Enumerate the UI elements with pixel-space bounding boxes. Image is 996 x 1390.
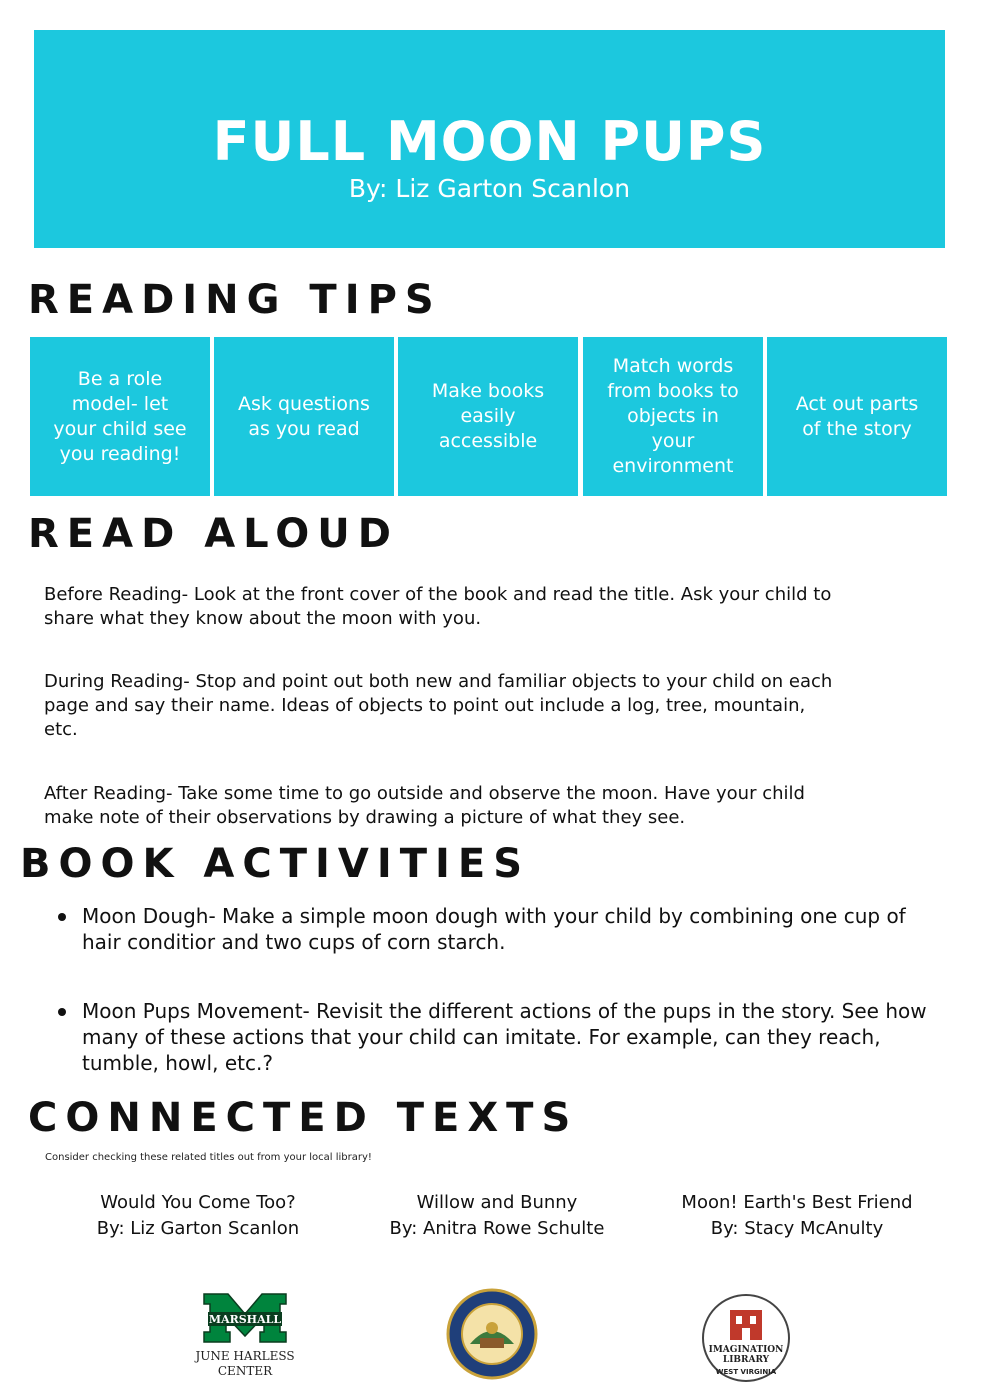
- during-reading-text: During Reading- Stop and point out both new and familiar objects to your child on each page and say their name. Ideas of objects to point out include a log, tree, mountain, etc.: [44, 671, 833, 740]
- connected-book: [347, 1190, 647, 1242]
- activity-text: Moon Dough- Make a simple moon dough with your child by combining one cup of hair conditior and two cups of corn starch.: [82, 904, 906, 954]
- book-author: By: Liz Garton Scanlon: [348, 174, 631, 203]
- tip-card: [583, 337, 763, 496]
- book-author: By: Anitra Rowe Schulte: [389, 1218, 605, 1239]
- tip-card: [767, 337, 947, 496]
- connected-book: [48, 1190, 348, 1242]
- book-title: Willow and Bunny: [416, 1192, 578, 1213]
- book-author: By: Liz Garton Scanlon: [96, 1218, 300, 1239]
- svg-text:MARSHALL: MARSHALL: [208, 1313, 282, 1326]
- tip-text: Ask questions as you read: [238, 392, 370, 440]
- reading-tips-heading: READING TIPS: [28, 277, 442, 323]
- connected-book: [647, 1190, 947, 1242]
- tip-text: Match words from books to objects in your environment: [607, 355, 739, 477]
- before-reading-text: Before Reading- Look at the front cover of the book and read the title. Ask your child to share what they know about the moon with you.: [44, 584, 832, 629]
- book-title: FULL MOON PUPS: [212, 110, 767, 173]
- reading-tips-row: [30, 337, 948, 496]
- connected-texts-heading: CONNECTED TEXTS: [28, 1095, 579, 1141]
- svg-text:JUNE HARLESS: JUNE HARLESS: [195, 1349, 295, 1363]
- tip-text: Be a role model- let your child see you reading!: [53, 367, 187, 465]
- wv-department-of-education-seal: [446, 1288, 538, 1380]
- imagination-library-logo: [700, 1292, 792, 1384]
- marshall-m-logo: [190, 1290, 300, 1380]
- svg-text:WEST VIRGINIA: WEST VIRGINIA: [715, 1368, 777, 1376]
- tip-card: [398, 337, 578, 496]
- svg-text:LIBRARY: LIBRARY: [722, 1355, 770, 1365]
- tip-text: Act out parts of the story: [795, 392, 919, 440]
- svg-text:IMAGINATION: IMAGINATION: [708, 1345, 784, 1355]
- list-item: [58, 903, 932, 955]
- activity-text: Moon Pups Movement- Revisit the different actions of the pups in the story. See how many of these actions that your child can imitate. For example, can they reach, tumble, howl, etc.?: [82, 999, 927, 1075]
- book-title: Moon! Earth's Best Friend: [681, 1192, 913, 1213]
- tip-text: Make books easily accessible: [431, 380, 545, 452]
- tip-card: [214, 337, 394, 496]
- bullet-icon: [58, 913, 66, 921]
- list-item: [58, 998, 932, 1076]
- bullet-icon: [58, 1008, 66, 1016]
- book-title: Would You Come Too?: [100, 1192, 296, 1213]
- svg-text:CENTER: CENTER: [217, 1364, 273, 1378]
- title-banner: [34, 30, 945, 248]
- book-activities-heading: BOOK ACTIVITIES: [20, 841, 531, 887]
- read-aloud-heading: READ ALOUD: [28, 511, 399, 557]
- book-author: By: Stacy McAnulty: [710, 1218, 884, 1239]
- library-note: Consider checking these related titles out from your local library!: [45, 1152, 372, 1163]
- after-reading-text: After Reading- Take some time to go outside and observe the moon. Have your child make note of their observations by drawing a picture of what they see.: [44, 783, 805, 828]
- tip-card: [30, 337, 210, 496]
